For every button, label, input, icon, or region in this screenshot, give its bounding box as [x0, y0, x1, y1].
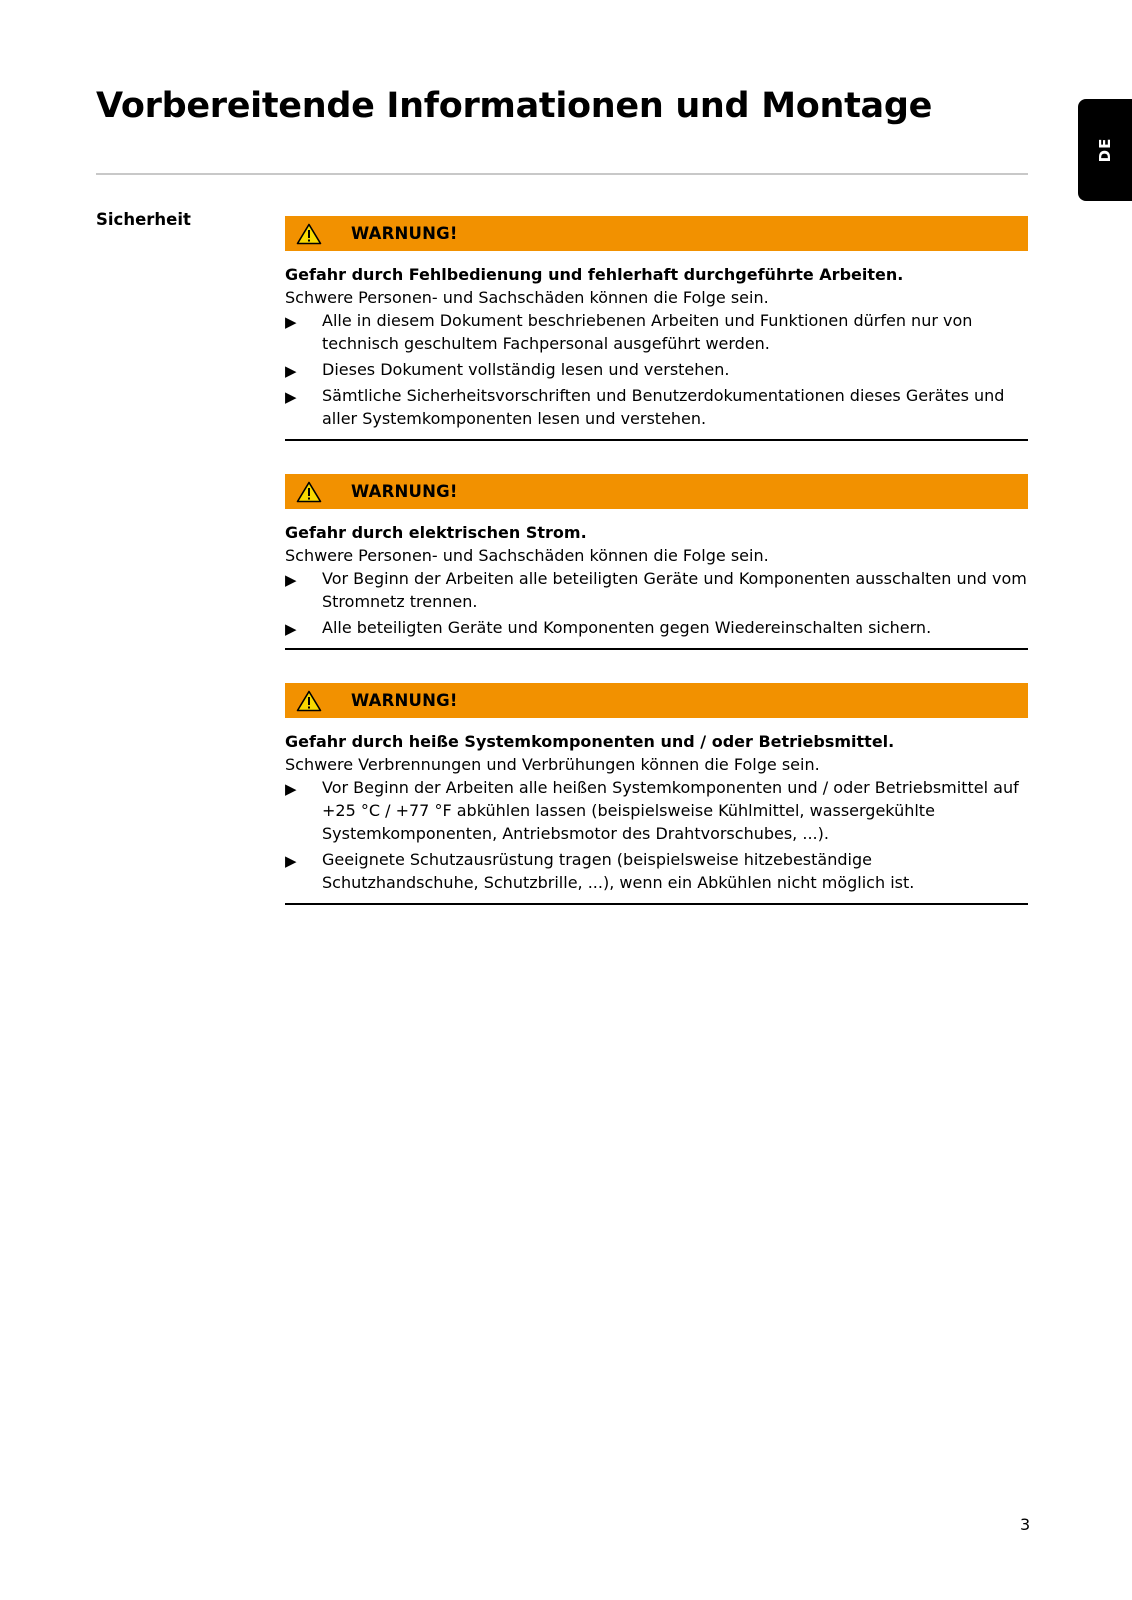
warning-triangle-icon [296, 481, 322, 503]
list-item: ▶ Sämtliche Sicherheitsvorschriften und Benutzerdokumentationen dieses Gerätes und aller Systemkomponenten lesen und verstehen. [285, 386, 1005, 428]
bullet-triangle-icon: ▶ [285, 780, 297, 798]
warning-header [285, 216, 1028, 251]
language-tab-label: DE [1096, 137, 1114, 163]
warning-instructions [285, 567, 1028, 639]
warning-block [285, 683, 1028, 905]
warning-title: WARNUNG! [351, 691, 458, 710]
warning-consequence: Schwere Personen- und Sachschäden können die Folge sein. [285, 546, 769, 565]
list-item: ▶ Vor Beginn der Arbeiten alle beteiligten Geräte und Komponenten ausschalten und vom Stromnetz trennen. [285, 569, 1027, 611]
list-item: ▶ Geeignete Schutzausrüstung tragen (beispielsweise hitzebeständige Schutzhandschuhe, Schutzbrille, ...), wenn ein Abkühlen nicht möglich ist. [285, 850, 915, 892]
warning-body [285, 251, 1028, 430]
warning-consequence: Schwere Personen- und Sachschäden können die Folge sein. [285, 288, 769, 307]
bullet-triangle-icon: ▶ [285, 852, 297, 870]
warning-triangle-icon [296, 690, 322, 712]
warning-triangle-icon [296, 223, 322, 245]
warning-heading: Gefahr durch elektrischen Strom. [285, 523, 587, 542]
warning-body [285, 718, 1028, 894]
bullet-triangle-icon: ▶ [285, 571, 297, 589]
warning-body [285, 509, 1028, 639]
warning-consequence: Schwere Verbrennungen und Verbrühungen können die Folge sein. [285, 755, 820, 774]
warning-instructions [285, 309, 1028, 430]
warning-block [285, 474, 1028, 650]
list-item: ▶ Alle beteiligten Geräte und Komponenten gegen Wiedereinschalten sichern. [285, 618, 932, 638]
warning-block [285, 216, 1028, 441]
list-item: ▶ Dieses Dokument vollständig lesen und verstehen. [285, 360, 730, 380]
bullet-triangle-icon: ▶ [285, 388, 297, 406]
bullet-triangle-icon: ▶ [285, 313, 297, 331]
title-divider [96, 173, 1028, 175]
language-tab [1078, 99, 1132, 201]
warning-heading: Gefahr durch Fehlbedienung und fehlerhaft durchgeführte Arbeiten. [285, 265, 904, 284]
warning-title: WARNUNG! [351, 482, 458, 501]
page-title: Vorbereitende Informationen und Montage [96, 86, 933, 126]
section-label: Sicherheit [96, 210, 191, 229]
list-item: ▶ Alle in diesem Dokument beschriebenen Arbeiten und Funktionen dürfen nur von technisch geschultem Fachpersonal ausgeführt werden. [285, 311, 973, 353]
list-item: ▶ Vor Beginn der Arbeiten alle heißen Systemkomponenten und / oder Betriebsmittel auf +25 °C / +77 °F abkühlen lassen (beispielsweise Kühlmittel, wassergekühlte Systemkomponenten, Antriebsmotor des Drahtvorschubes, ...). [285, 778, 1019, 843]
warning-instructions [285, 776, 1028, 894]
warning-header [285, 683, 1028, 718]
bullet-triangle-icon: ▶ [285, 620, 297, 638]
bullet-triangle-icon: ▶ [285, 362, 297, 380]
warning-title: WARNUNG! [351, 224, 458, 243]
warnings-list [285, 216, 1028, 938]
page-number: 3 [1020, 1515, 1031, 1534]
warning-heading: Gefahr durch heiße Systemkomponenten und / oder Betriebsmittel. [285, 732, 895, 751]
warning-header [285, 474, 1028, 509]
